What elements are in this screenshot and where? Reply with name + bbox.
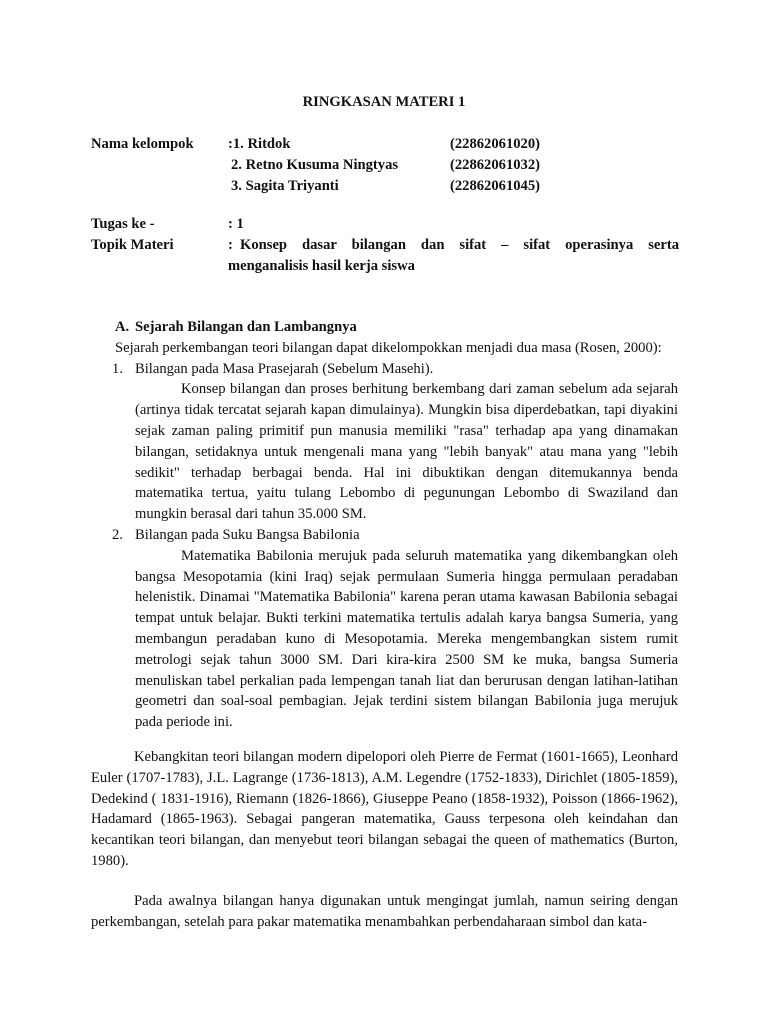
group-row-1: [91, 134, 679, 155]
topic-label: Topik Materi: [91, 236, 174, 253]
member-name-2: 2. Retno Kusuma Ningtyas: [231, 156, 399, 173]
section-heading: A. Sejarah Bilangan dan Lambangnya: [115, 319, 357, 335]
topic-row: [91, 235, 679, 277]
topic-line-1: Konsep dasar bilangan dan sifat – sifat operasinya serta: [240, 236, 679, 253]
member-name-1: :1. Ritdok: [228, 136, 291, 152]
task-block: [91, 214, 679, 276]
list-item-1: 1. Bilangan pada Masa Prasejarah (Sebelum Masehi). Konsep bilangan dan proses berhitung berkembang dari zaman sebelum ada sejarah (artinya tidak tercatat sejarah kapan dimulainya). Mungkin bisa diperdebatkan, tapi diyakini sejak zaman paling primitif pun manusia memiliki "rasa" terhadap apa yang dinamakan bilangan, setidaknya untuk mengenali mana yang "lebih banyak" atau mana yang "lebih sedikit" terhadap berbagai benda. Hal ini dibuktikan dengan ditemukannya benda matematika tertua, yaitu tulang Lebombo di pegunungan Lebombo di Swaziland dan mungkin berasal dari tahun 35.000 SM.: [115, 359, 678, 525]
group-block: [91, 134, 679, 196]
list-item-title-2: Bilangan pada Suku Bangsa Babilonia: [135, 526, 360, 543]
list-item-2: 2. Bilangan pada Suku Bangsa Babilonia Matematika Babilonia merujuk pada seluruh matematika yang dikembangkan oleh bangsa Mesopotamia (kini Iraq) sejak permulaan Sumeria hingga permulaan peradaban helenistik. Dinamai "Matematika Babilonia" karena peran utama kawasan Babilonia sebagai tempat untuk belajar. Bukti terkini matematika tertulis adalah karya bangsa Sumeria, yang membangun peradaban kuno di Mesopotamia. Mereka mengembangkan sistem rumit metrologi sejak tahun 3000 SM. Dari kira-kira 2500 SM ke muka, bangsa Sumeria menuliskan tabel perkalian pada lempengan tanah liat dan berurusan dengan latihan-latihan geometri dan soal-soal pembagian. Jejak terdini sistem bilangan Babilonia juga merujuk pada periode ini.: [115, 525, 678, 733]
topic-line-2: menganalisis hasil kerja siswa: [228, 257, 415, 274]
task-label: Tugas ke -: [91, 216, 155, 232]
list-item-text-1: Konsep bilangan dan proses berhitung berkembang dari zaman sebelum ada sejarah (artinya tidak tercatat sejarah kapan dimulainya). Mungkin bisa diperdebatkan, tapi diyakini sejak zaman paling primitif pun manusia memiliki "rasa" terhadap apa yang dinamakan bilangan, setidaknya untuk mengenali mana yang "lebih banyak" atau mana yang "lebih sedikit" terhadap berbagai benda. Hal ini dibuktikan dengan ditemukannya benda matematika tertua, yaitu tulang Lebombo di pegunungan Lebombo di Swaziland dan mungkin berasal dari tahun 35.000 SM.: [135, 381, 678, 523]
list-item-title-1: Bilangan pada Masa Prasejarah (Sebelum Masehi).: [135, 360, 434, 377]
list-item-text-2: Matematika Babilonia merujuk pada seluruh matematika yang dikembangkan oleh bangsa Mesopotamia (kini Iraq) sejak permulaan Sumeria hingga permulaan peradaban helenistik. Dinamai "Matematika Babilonia" karena peran utama kawasan Babilonia sebagai tempat untuk belajar. Bukti terkini matematika tertulis adalah karya bangsa Sumeria, yang membangun peradaban kuno di Mesopotamia. Mereka mengembangkan sistem rumit metrologi sejak tahun 3000 SM. Dari kira-kira 2500 SM ke muka, bangsa Sumeria menuliskan tabel perkalian pada lempengan tanah liat dan berurusan dengan latihan-latihan geometri dan soal-soal pembagian. Jejak terdini sistem bilangan Babilonia juga merujuk pada periode ini.: [135, 547, 678, 731]
member-nim-3: (22862061045): [450, 177, 540, 194]
group-label: Nama kelompok: [91, 136, 194, 152]
topic-value: : Konsep dasar bilangan dan sifat – sifat operasinya serta menganalisis hasil kerja siswa: [228, 235, 679, 277]
section-intro: Sejarah perkembangan teori bilangan dapat dikelompokkan menjadi dua masa (Rosen, 2000):: [115, 339, 662, 356]
task-value: : 1: [228, 216, 244, 232]
member-nim-1: (22862061020): [450, 136, 540, 152]
member-nim-2: (22862061032): [450, 156, 540, 173]
document-title: RINGKASAN MATERI 1: [302, 94, 466, 110]
group-row-2: [91, 155, 679, 176]
group-row-3: [91, 176, 679, 197]
member-name-3: 3. Sagita Triyanti: [231, 177, 339, 194]
section-a: [112, 317, 678, 733]
paragraph-early: Pada awalnya bilangan hanya digunakan untuk mengingat jumlah, namun seiring dengan perkembangan, setelah para pakar matematika menambahkan perbendaharaan simbol dan kata-: [91, 893, 678, 930]
paragraph-modern: Kebangkitan teori bilangan modern dipelopori oleh Pierre de Fermat (1601-1665), Leonhard Euler (1707-1783), J.L. Lagrange (1736-1813), A.M. Legendre (1752-1833), Dirichlet (1805-1859), Dedekind ( 1831-1916), Riemann (1826-1866), Giuseppe Peano (1858-1932), Poisson (1866-1962), Hadamard (1865-1963). Sebagai pangeran matematika, Gauss terpesona oleh keindahan dan kecantikan teori bilangan, dan menyebut teori bilangan sebagai the queen of mathematics (Burton, 1980).: [91, 749, 678, 869]
task-row: [91, 214, 679, 235]
